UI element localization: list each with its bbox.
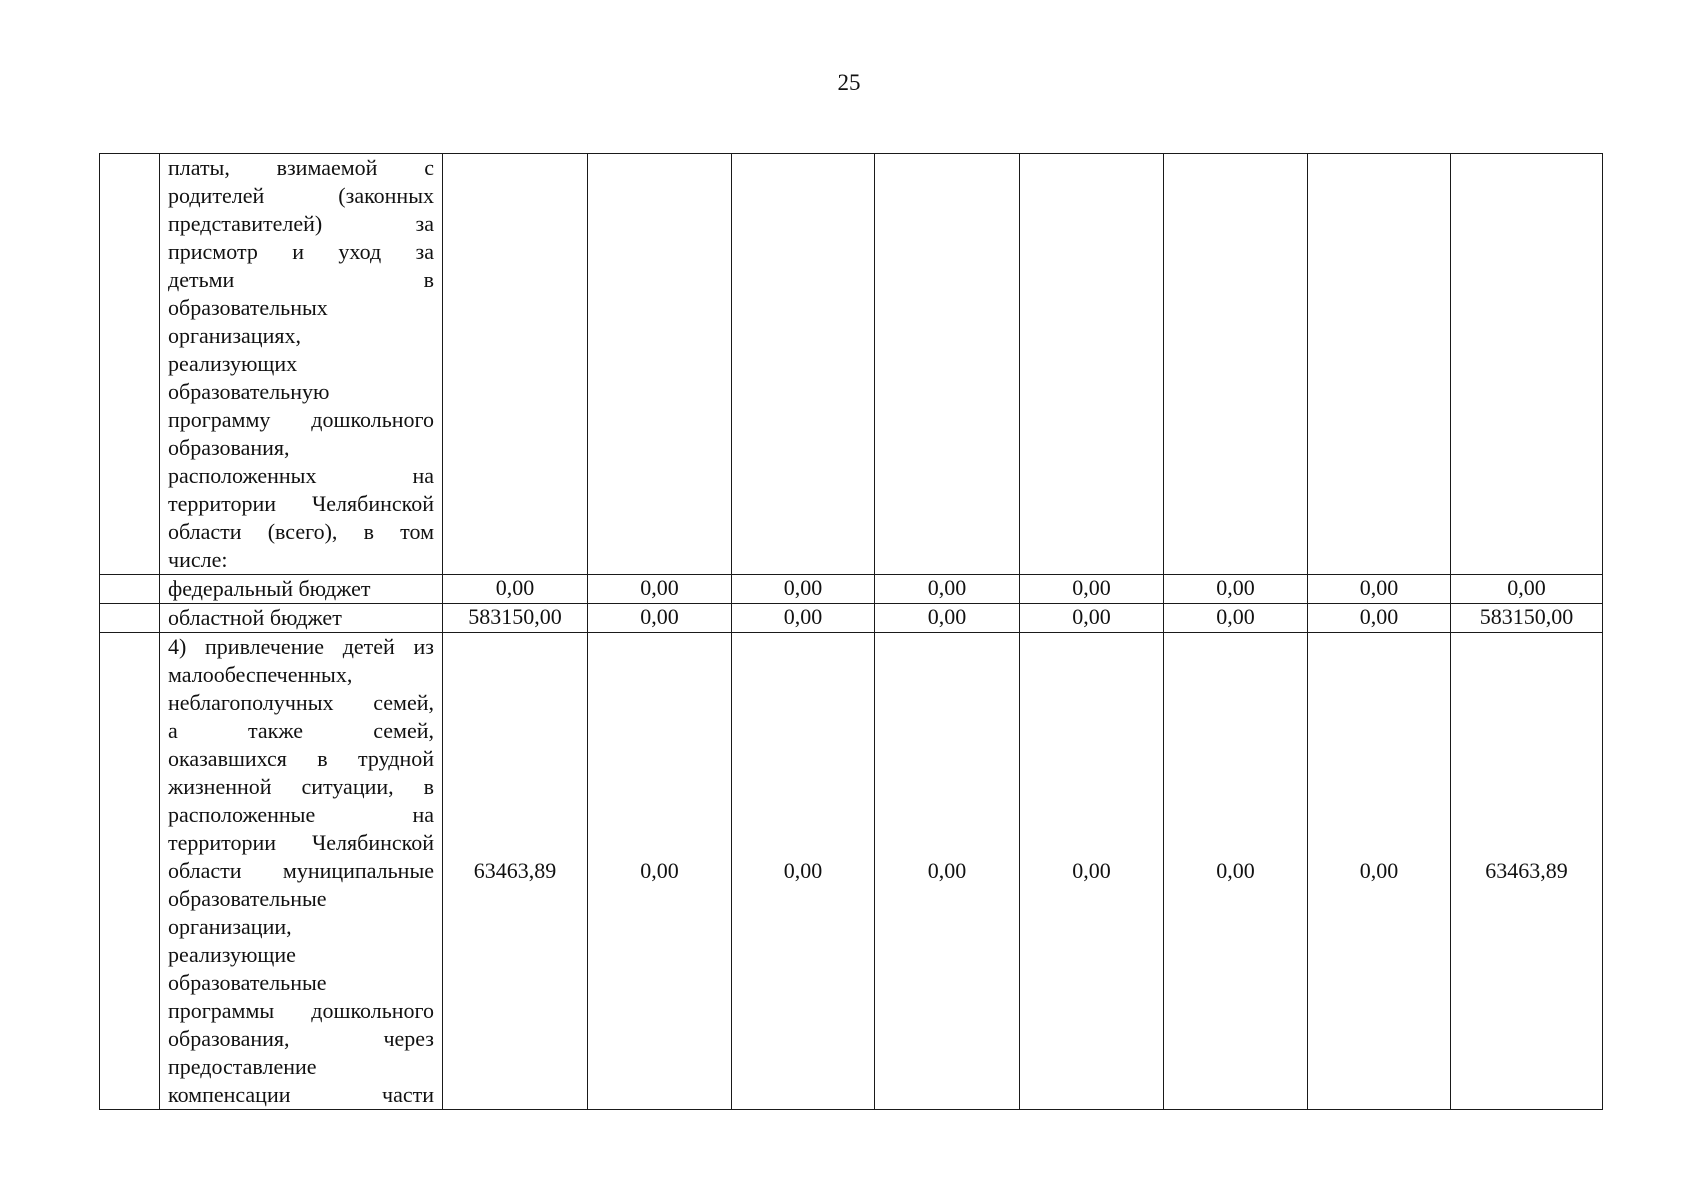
value-cell: 0,00	[1164, 575, 1308, 604]
row-number-cell	[100, 154, 160, 575]
value-cell: 0,00	[1308, 575, 1451, 604]
value-cell: 63463,89	[1451, 633, 1603, 1110]
value-cell: 0,00	[1451, 575, 1603, 604]
value-cell: 0,00	[1020, 633, 1164, 1110]
budget-table	[99, 153, 1603, 1110]
value-cell: 0,00	[1164, 633, 1308, 1110]
value-cell: 583150,00	[443, 604, 588, 633]
value-cell: 583150,00	[1451, 604, 1603, 633]
table-row	[100, 604, 1603, 633]
value-cell: 0,00	[732, 633, 875, 1110]
table-row	[100, 633, 1603, 1110]
value-cell: 0,00	[588, 604, 732, 633]
row-number-cell	[100, 575, 160, 604]
value-cell: 0,00	[1164, 604, 1308, 633]
value-cell: 0,00	[1308, 604, 1451, 633]
table-row	[100, 575, 1603, 604]
value-cell: 0,00	[732, 604, 875, 633]
value-cell	[1451, 154, 1603, 575]
value-cell: 0,00	[875, 604, 1020, 633]
value-cell	[1308, 154, 1451, 575]
value-cell: 0,00	[588, 633, 732, 1110]
value-cell: 63463,89	[443, 633, 588, 1110]
table-row	[100, 154, 1603, 575]
value-cell: 0,00	[732, 575, 875, 604]
value-cell	[1020, 154, 1164, 575]
value-cell	[875, 154, 1020, 575]
value-cell: 0,00	[1308, 633, 1451, 1110]
page-number: 25	[837, 70, 861, 95]
value-cell: 0,00	[875, 575, 1020, 604]
row-description: 4) привлечение детей из малообеспеченных, неблагополучных семей, а также семей, оказавшихся в трудной жизненной ситуации, в расположенные на территории Челябинской области муниципальные образовательные организации, реализующие образовательные программы дошкольного образования, через предоставление компенсации части	[160, 633, 443, 1110]
value-cell	[443, 154, 588, 575]
row-description: платы, взимаемой с родителей (законных представителей) за присмотр и уход за детьми в образовательных организациях, реализующих образовательную программу дошкольного образования, расположенных на территории Челябинской области (всего), в том числе:	[160, 154, 443, 575]
row-number-cell	[100, 604, 160, 633]
row-description: областной бюджет	[160, 604, 443, 633]
value-cell: 0,00	[588, 575, 732, 604]
value-cell	[1164, 154, 1308, 575]
value-cell: 0,00	[875, 633, 1020, 1110]
value-cell	[732, 154, 875, 575]
value-cell	[588, 154, 732, 575]
value-cell: 0,00	[443, 575, 588, 604]
row-description: федеральный бюджет	[160, 575, 443, 604]
value-cell: 0,00	[1020, 575, 1164, 604]
row-number-cell	[100, 633, 160, 1110]
value-cell: 0,00	[1020, 604, 1164, 633]
